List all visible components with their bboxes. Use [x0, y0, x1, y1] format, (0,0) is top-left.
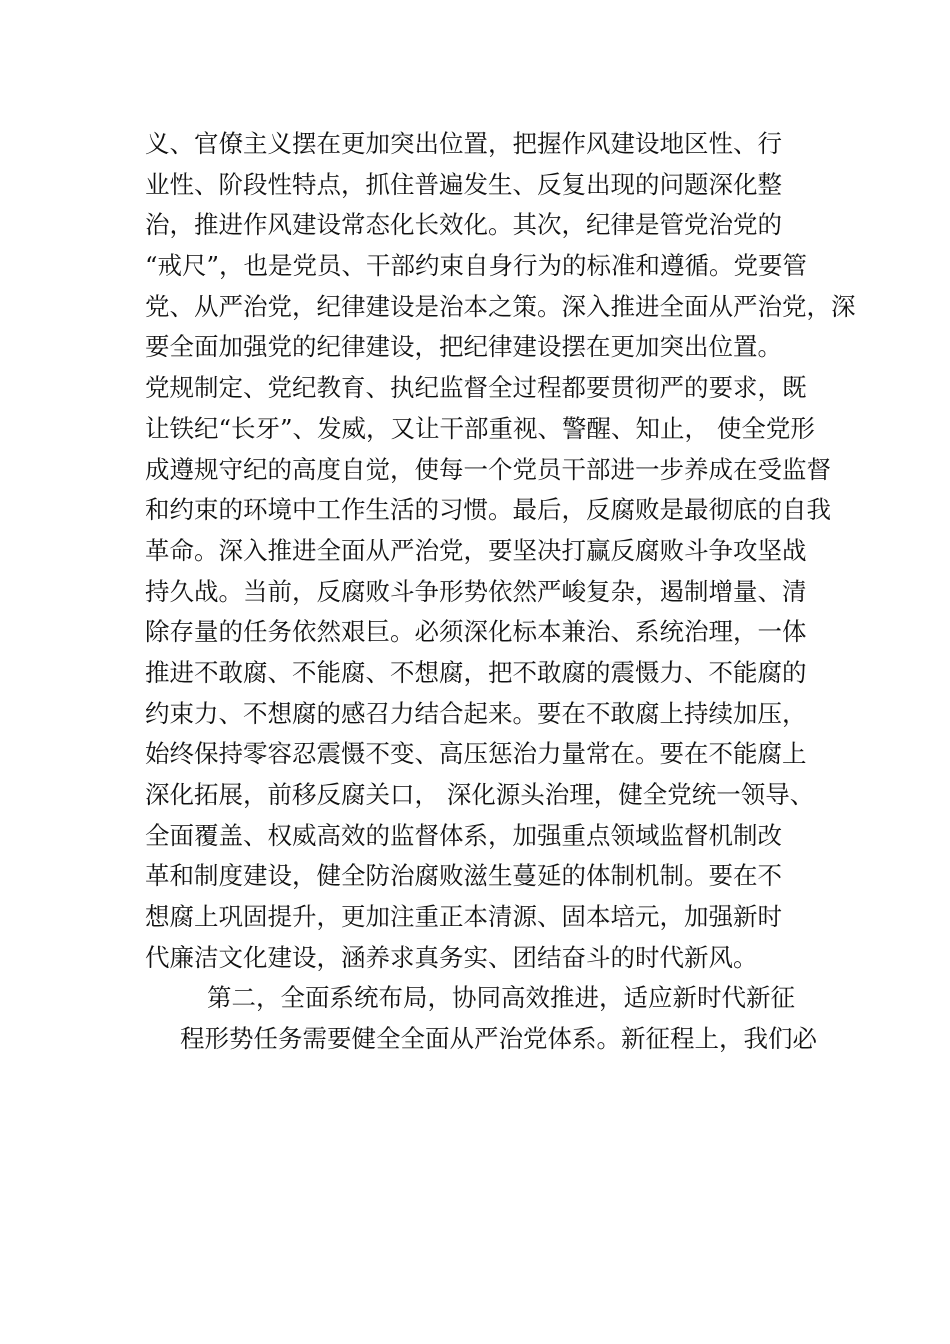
text-line: 推进不敢腐、不能腐、不想腐，把不敢腐的震慑力、不能腐的: [145, 657, 807, 687]
text-line: 持久战。当前，反腐败斗争形势依然严峻复杂，遏制增量、清: [145, 576, 807, 606]
text-line: 和约束的环境中工作生活的习惯。最后，反腐败是最彻底的自我: [145, 495, 831, 525]
text-line: 革命。深入推进全面从严治党，要坚决打赢反腐败斗争攻坚战: [145, 535, 807, 565]
text-line: 成遵规守纪的高度自觉，使每一个党员干部进一步养成在受监督: [145, 454, 831, 484]
text-line: 代廉洁文化建设，涵养求真务实、团结奋斗的时代新风。: [145, 942, 758, 972]
text-line: 让铁纪“长牙”、发威，又让干部重视、警醒、知止， 使全党形: [145, 413, 815, 443]
text-line: 要全面加强党的纪律建设，把纪律建设摆在更加突出位置。: [145, 332, 782, 362]
text-line: 约束力、不想腐的感召力结合起来。要在不敢腐上持续加压，: [145, 698, 807, 728]
text-line: 党规制定、党纪教育、执纪监督全过程都要贯彻严的要求，既: [145, 373, 807, 403]
body-text: [145, 124, 856, 1060]
text-line: 程形势任务需要健全全面从严治党体系。新征程上，我们必: [180, 1024, 817, 1054]
text-line: 深化拓展，前移反腐关口， 深化源头治理，健全党统一领导、: [145, 780, 815, 809]
text-line: 义、官僚主义摆在更加突出位置，把握作风建设地区性、行: [145, 129, 782, 158]
text-line: 始终保持零容忍震慑不变、高压惩治力量常在。要在不能腐上: [145, 739, 807, 769]
text-line: 除存量的任务依然艰巨。必须深化标本兼治、系统治理，一体: [145, 617, 807, 647]
text-line: 治，推进作风建设常态化长效化。其次，纪律是管党治党的: [145, 210, 782, 240]
text-line: “戒尺”，也是党员、干部约束自身行为的标准和遵循。党要管: [145, 251, 808, 281]
text-line: 业性、阶段性特点，抓住普遍发生、反复出现的问题深化整: [145, 169, 782, 199]
text-line: 想腐上巩固提升，更加注重正本清源、固本培元，加强新时: [145, 902, 782, 932]
paragraph-start-line: 第二，全面系统布局，协同高效推进，适应新时代新征: [207, 983, 795, 1013]
text-line: 革和制度建设，健全防治腐败滋生蔓延的体制机制。要在不: [145, 861, 782, 891]
text-line: 党、从严治党，纪律建设是治本之策。深入推进全面从严治党，深: [145, 291, 856, 321]
text-line: 全面覆盖、权威高效的监督体系，加强重点领域监督机制改: [145, 820, 782, 850]
